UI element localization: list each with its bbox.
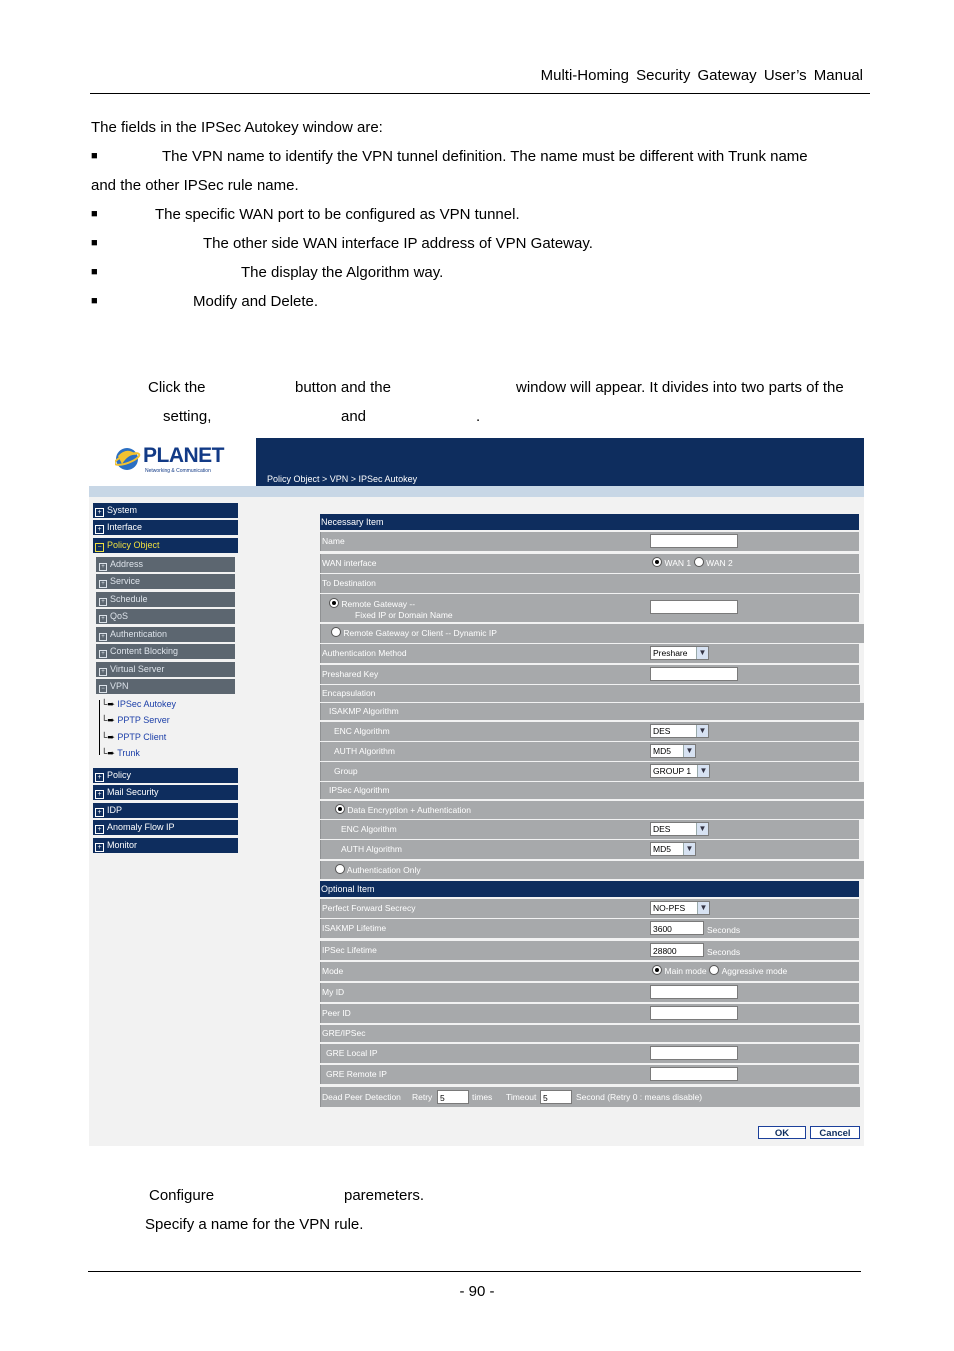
gre-local-input[interactable] xyxy=(650,1046,738,1060)
expand-icon: + xyxy=(95,525,104,534)
auth-alg-row xyxy=(320,742,859,761)
vpn-item-label: IPSec Autokey xyxy=(117,699,176,709)
submenu-label: VPN xyxy=(110,681,129,691)
remote-gateway-fixed-radio[interactable] xyxy=(329,598,339,608)
encapsulation-row xyxy=(320,685,859,702)
enc-alg2-select[interactable] xyxy=(650,822,709,836)
vpn-item-trunk[interactable] xyxy=(101,748,140,759)
pfs-row xyxy=(320,899,859,918)
setting-text-a: setting, xyxy=(163,408,212,425)
auth-method-label: Authentication Method xyxy=(321,644,648,663)
timeout-label: Timeout xyxy=(506,1092,537,1102)
chevron-down-icon: ▼ xyxy=(697,902,709,914)
mode-row xyxy=(320,962,859,981)
auth-alg-value: MD5 xyxy=(653,746,671,756)
enc-alg-row xyxy=(320,722,859,741)
ok-button[interactable]: OK xyxy=(758,1126,806,1139)
gre-remote-label: GRE Remote IP xyxy=(321,1065,652,1084)
remote-gateway-dynamic-radio[interactable] xyxy=(331,627,341,637)
enc-alg-value: DES xyxy=(653,726,671,736)
header-strip xyxy=(89,486,864,497)
auth-alg2-value: MD5 xyxy=(653,844,671,854)
ipsec-lifetime-label: IPSec Lifetime xyxy=(321,941,648,960)
bullet-3-text: The other side WAN interface IP address of VPN Gateway. xyxy=(203,235,593,252)
chevron-down-icon: ▼ xyxy=(683,843,695,855)
remote-gateway-input[interactable] xyxy=(650,600,738,614)
pfs-select[interactable] xyxy=(650,901,710,915)
menu-mail-security[interactable] xyxy=(93,785,238,800)
setting-text-c: . xyxy=(476,408,481,425)
tree-branch-icon: └➨ xyxy=(101,699,118,709)
collapse-icon: − xyxy=(99,685,107,693)
ipsec-alg-label: IPSec Algorithm xyxy=(321,782,864,799)
expand-icon: + xyxy=(99,633,107,641)
main-mode-label: Main mode xyxy=(664,966,707,976)
preshared-key-label: Preshared Key xyxy=(321,665,648,684)
encapsulation-label: Encapsulation xyxy=(321,685,860,702)
enc-alg2-row xyxy=(320,820,859,839)
menu-policy[interactable] xyxy=(93,768,238,783)
menu-label: Interface xyxy=(107,522,143,532)
isakmp-lifetime-label: ISAKMP Lifetime xyxy=(321,919,648,938)
remote-gateway-fixed-row xyxy=(320,594,859,622)
enc-alg2-value: DES xyxy=(653,824,671,834)
expand-icon: + xyxy=(95,790,104,799)
group-select[interactable] xyxy=(650,764,710,778)
auth-method-row xyxy=(320,644,859,663)
my-id-row xyxy=(320,983,859,1002)
enc-alg2-label: ENC Algorithm xyxy=(321,820,667,839)
chevron-down-icon: ▼ xyxy=(696,647,708,659)
auth-alg2-row xyxy=(320,840,859,859)
vpn-item-pptp-client[interactable] xyxy=(101,732,166,743)
isakmp-lifetime-input[interactable]: 3600 xyxy=(650,921,704,935)
seconds-label: Seconds xyxy=(707,947,741,957)
submenu-label: Address xyxy=(110,559,144,569)
my-id-label: My ID xyxy=(321,983,648,1002)
configure-text-a: Configure xyxy=(149,1187,215,1204)
auth-alg-select[interactable] xyxy=(650,744,696,758)
isakmp-label: ISAKMP Algorithm xyxy=(321,703,864,720)
auth-only-radio[interactable] xyxy=(335,864,345,874)
peer-id-row xyxy=(320,1004,859,1023)
click-text-c: window will appear. It divides into two parts of the xyxy=(516,379,844,396)
peer-id-label: Peer ID xyxy=(321,1004,648,1023)
wan1-radio[interactable] xyxy=(652,557,662,567)
menu-policy-object[interactable] xyxy=(93,538,238,553)
tree-line xyxy=(99,700,100,755)
planet-logo xyxy=(115,444,225,478)
preshared-key-input[interactable] xyxy=(650,667,738,681)
click-text-a: Click the xyxy=(148,379,206,396)
to-destination-row xyxy=(320,574,859,593)
expand-icon: + xyxy=(99,580,107,588)
collapse-icon: − xyxy=(95,543,104,552)
aggressive-mode-label: Aggressive mode xyxy=(721,966,788,976)
remote-gateway-fixed-cell xyxy=(321,594,648,622)
auth-method-value: Preshare xyxy=(653,648,688,658)
header-title: Multi-Homing Security Gateway User’s Manual xyxy=(540,67,863,84)
logo-subtext: Networking & Communication xyxy=(145,468,211,474)
wan1-label: WAN 1 xyxy=(664,558,692,568)
chevron-down-icon: ▼ xyxy=(697,765,709,777)
peer-id-input[interactable] xyxy=(650,1006,738,1020)
expand-icon: + xyxy=(99,615,107,623)
chevron-down-icon: ▼ xyxy=(696,823,708,835)
submenu-label: Schedule xyxy=(110,594,148,604)
remote-gateway-dynamic-row xyxy=(320,624,859,643)
menu-label: Mail Security xyxy=(107,787,159,797)
breadcrumb: Policy Object > VPN > IPSec Autokey xyxy=(267,474,418,484)
auth-only-cell xyxy=(321,861,864,879)
vpn-item-label: Trunk xyxy=(117,748,140,758)
menu-system[interactable] xyxy=(93,503,238,518)
auth-only-label: Authentication Only xyxy=(346,865,421,875)
menu-label: Monitor xyxy=(107,840,138,850)
bullet-icon: ■ xyxy=(91,208,98,220)
auth-alg2-label: AUTH Algorithm xyxy=(321,840,667,859)
pfs-label: Perfect Forward Secrecy xyxy=(321,899,648,918)
menu-idp[interactable] xyxy=(93,803,238,818)
expand-icon: + xyxy=(95,508,104,517)
bullet-icon: ■ xyxy=(91,237,98,249)
group-row xyxy=(320,762,859,781)
aggressive-mode-radio[interactable] xyxy=(709,965,719,975)
expand-icon: + xyxy=(99,668,107,676)
name-input[interactable] xyxy=(650,534,738,548)
gre-row xyxy=(320,1025,859,1042)
expand-icon: + xyxy=(99,563,107,571)
timeout-input[interactable]: 5 xyxy=(540,1090,572,1104)
ipsec-lifetime-input[interactable]: 28800 xyxy=(650,943,704,957)
group-label: Group xyxy=(321,762,660,781)
vpn-item-ipsec-autokey[interactable] xyxy=(101,699,176,710)
menu-label: Anomaly Flow IP xyxy=(107,822,175,832)
necessary-item-header: Necessary Item xyxy=(320,514,859,530)
configure-text-b: paremeters. xyxy=(344,1187,425,1204)
bullet-2-text: The specific WAN port to be configured as VPN tunnel. xyxy=(155,206,520,223)
remote-gateway-fixed-sublabel: Fixed IP or Domain Name xyxy=(355,610,453,620)
wan2-radio[interactable] xyxy=(694,557,704,567)
menu-label: System xyxy=(107,505,138,515)
chevron-down-icon: ▼ xyxy=(683,745,695,757)
setting-text-b: and xyxy=(341,408,367,425)
submenu-schedule[interactable] xyxy=(96,592,235,607)
mode-cell xyxy=(648,962,859,981)
submenu-service[interactable] xyxy=(96,574,235,589)
data-enc-radio[interactable] xyxy=(335,804,345,814)
pfs-value: NO-PFS xyxy=(653,903,686,913)
tree-branch-icon: └➨ xyxy=(101,748,118,758)
wan2-label: WAN 2 xyxy=(706,558,733,568)
click-text-b: button and the xyxy=(295,379,391,396)
retry-input[interactable]: 5 xyxy=(437,1090,469,1104)
wan-interface-row xyxy=(320,554,859,573)
submenu-label: QoS xyxy=(110,611,129,621)
bullet-icon: ■ xyxy=(91,150,98,162)
ipsec-lifetime-row xyxy=(320,941,859,960)
menu-label: Policy xyxy=(107,770,132,780)
data-enc-label: Data Encryption + Authentication xyxy=(347,805,471,815)
expand-icon: + xyxy=(99,650,107,658)
cancel-button[interactable]: Cancel xyxy=(810,1126,860,1139)
bullet-icon: ■ xyxy=(91,295,98,307)
times-label: times xyxy=(472,1092,493,1102)
second-note-label: Second (Retry 0 : means disable) xyxy=(576,1092,703,1102)
isakmp-lifetime-row xyxy=(320,919,859,938)
group-value: GROUP 1 xyxy=(653,766,692,776)
retry-label: Retry xyxy=(412,1092,433,1102)
my-id-input[interactable] xyxy=(650,985,738,999)
submenu-label: Authentication xyxy=(110,629,168,639)
auth-alg-label: AUTH Algorithm xyxy=(321,742,660,761)
submenu-address[interactable] xyxy=(96,557,235,572)
expand-icon: + xyxy=(95,843,104,852)
expand-icon: + xyxy=(95,773,104,782)
data-enc-cell xyxy=(321,801,864,819)
submenu-virtual-server[interactable] xyxy=(96,662,235,677)
remote-gateway-dynamic-cell xyxy=(321,624,864,643)
specify-text: Specify a name for the VPN rule. xyxy=(145,1216,364,1233)
name-label: Name xyxy=(321,532,648,551)
mode-label: Mode xyxy=(321,962,648,981)
header-rule xyxy=(90,93,870,94)
menu-anomaly-flow-ip[interactable] xyxy=(93,820,238,835)
auth-only-row xyxy=(320,861,859,879)
submenu-label: Service xyxy=(110,576,141,586)
ipsec-alg-row xyxy=(320,782,859,799)
name-row xyxy=(320,532,859,551)
page-number: - 90 - xyxy=(459,1283,495,1300)
menu-label: IDP xyxy=(107,805,123,815)
wan-interface-cell xyxy=(648,554,859,573)
tree-branch-icon: └➨ xyxy=(101,732,118,742)
remote-gateway-fixed-label: Remote Gateway -- xyxy=(341,599,416,609)
seconds-label: Seconds xyxy=(707,925,741,935)
submenu-content-blocking[interactable] xyxy=(96,644,235,659)
gre-remote-input[interactable] xyxy=(650,1067,738,1081)
vpn-item-pptp-server[interactable] xyxy=(101,715,170,726)
gre-label: GRE/IPSec xyxy=(321,1025,860,1042)
gre-remote-row xyxy=(320,1065,859,1084)
wan-interface-label: WAN interface xyxy=(321,554,648,573)
ipsec-autokey-screenshot xyxy=(89,438,864,1146)
bullet-1-line-2: and the other IPSec rule name. xyxy=(91,177,299,194)
submenu-vpn[interactable] xyxy=(96,679,235,694)
data-enc-row xyxy=(320,801,859,819)
logo-text: PLANET xyxy=(143,444,224,467)
submenu-authentication[interactable] xyxy=(96,627,235,642)
menu-label: Policy Object xyxy=(107,540,160,550)
preshared-key-row xyxy=(320,665,859,684)
bullet-4-text: The display the Algorithm way. xyxy=(241,264,444,281)
gre-local-row xyxy=(320,1044,859,1063)
isakmp-row xyxy=(320,703,859,720)
intro-text: The fields in the IPSec Autokey window are: xyxy=(91,119,383,136)
dpd-cell xyxy=(321,1087,860,1107)
submenu-label: Virtual Server xyxy=(110,664,165,674)
submenu-label: Content Blocking xyxy=(110,646,179,656)
vpn-item-label: PPTP Server xyxy=(117,715,170,725)
dpd-label: Dead Peer Detection xyxy=(322,1092,401,1102)
chevron-down-icon: ▼ xyxy=(696,725,708,737)
submenu-qos[interactable] xyxy=(96,609,235,624)
enc-alg-select[interactable] xyxy=(650,724,709,738)
auth-alg2-select[interactable] xyxy=(650,842,696,856)
gre-local-label: GRE Local IP xyxy=(321,1044,652,1063)
enc-alg-label: ENC Algorithm xyxy=(321,722,660,741)
menu-monitor[interactable] xyxy=(93,838,238,853)
bullet-5-text: Modify and Delete. xyxy=(193,293,319,310)
to-destination-label: To Destination xyxy=(321,574,860,593)
footer-rule xyxy=(88,1271,861,1272)
remote-gateway-dynamic-label: Remote Gateway or Client -- Dynamic IP xyxy=(343,628,497,638)
auth-method-select[interactable] xyxy=(650,646,709,660)
vpn-item-label: PPTP Client xyxy=(117,732,167,742)
main-mode-radio[interactable] xyxy=(652,965,662,975)
bullet-1-line-1: The VPN name to identify the VPN tunnel definition. The name must be different with Trunk name xyxy=(162,148,808,165)
expand-icon: + xyxy=(95,808,104,817)
tree-branch-icon: └➨ xyxy=(101,715,118,725)
dpd-row xyxy=(320,1087,859,1107)
expand-icon: + xyxy=(95,825,104,834)
menu-interface[interactable] xyxy=(93,520,238,535)
expand-icon: + xyxy=(99,598,107,606)
bullet-icon: ■ xyxy=(91,266,98,278)
optional-item-header: Optional Item xyxy=(320,881,859,897)
